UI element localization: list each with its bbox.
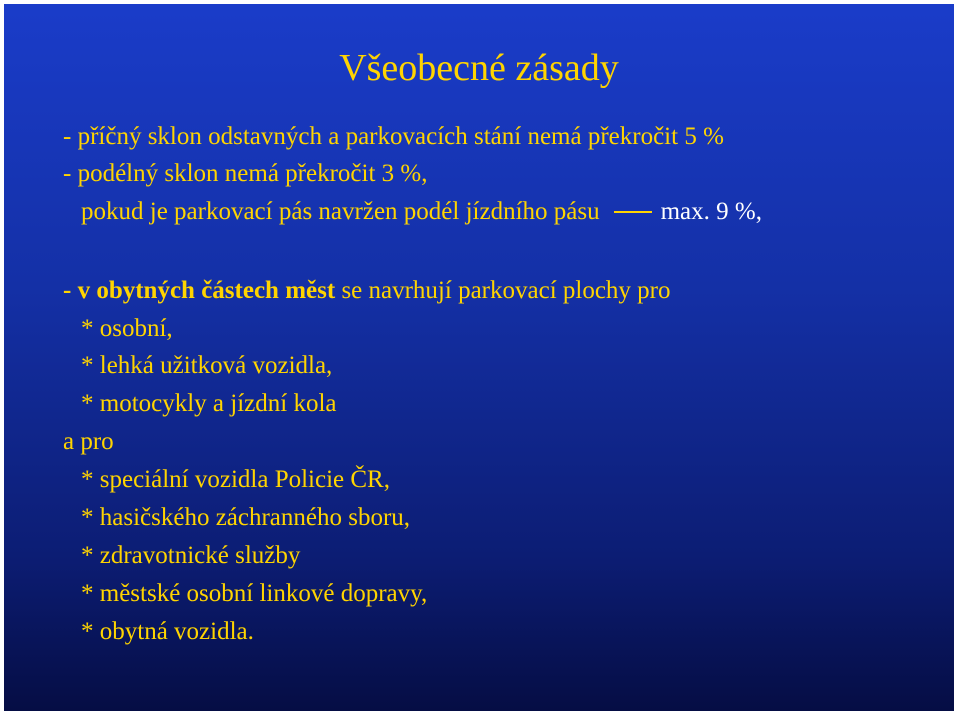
list-item-policie: * speciální vozidla Policie ČR,: [81, 466, 390, 493]
list-item-linkove: * městské osobní linkové dopravy,: [81, 580, 428, 607]
slide: [4, 4, 954, 711]
text-line-a-pro: a pro: [63, 428, 114, 455]
text-line-3-max: max.: [660, 198, 710, 225]
dash-separator: [614, 211, 652, 213]
text-line-2: - podélný sklon nemá překročit 3 %,: [63, 160, 428, 187]
list-item-osobni: * osobní,: [81, 315, 173, 342]
list-item-uzitkova: * lehká užitková vozidla,: [81, 352, 333, 379]
text-line-3: [81, 197, 762, 227]
slide-title: Všeobecné zásady: [339, 47, 619, 89]
text-line-3-value: 9 %,: [709, 198, 762, 225]
text-line-1: - příčný sklon odstavných a parkovacích stání nemá překročit 5 %: [63, 123, 724, 150]
list-item-obytna: * obytná vozidla.: [81, 618, 254, 645]
list-item-motocykly: * motocykly a jízdní kola: [81, 390, 337, 417]
text-line-4: [63, 276, 671, 306]
text-line-4-rest: se navrhují parkovací plochy pro: [335, 277, 671, 304]
list-item-hasici: * hasičského záchranného sboru,: [81, 504, 411, 531]
text-line-4-bold: - v obytných částech měst: [63, 277, 336, 304]
text-line-3-main: pokud je parkovací pás navržen podél jízdního pásu: [81, 198, 600, 225]
list-item-zdravotnicke: * zdravotnické služby: [81, 542, 301, 569]
